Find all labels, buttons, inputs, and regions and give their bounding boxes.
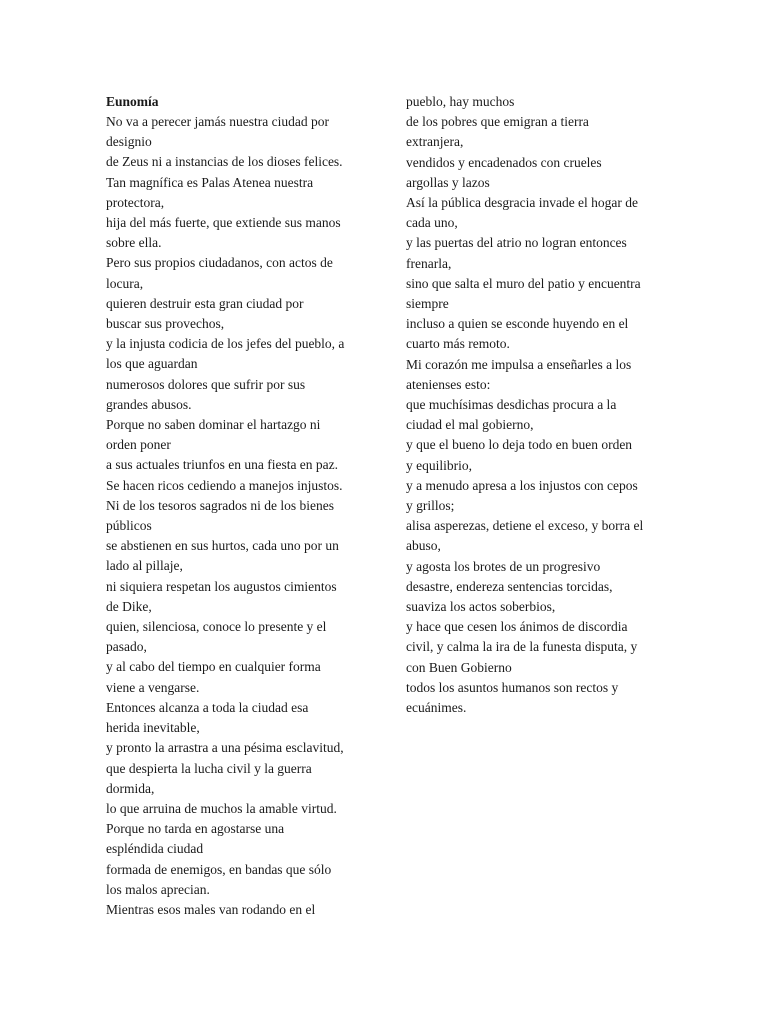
verse-line: extranjera,: [406, 134, 464, 150]
verse-line: los malos aprecian.: [106, 881, 210, 897]
verse-line: y hace que cesen los ánimos de discordia: [406, 619, 628, 635]
verse-line: orden poner: [106, 437, 171, 453]
verse-line: Mientras esos males van rodando en el: [106, 901, 316, 917]
verse-line: argollas y lazos: [406, 174, 490, 190]
verse-line: pasado,: [106, 639, 147, 655]
verse-line: Pero sus propios ciudadanos, con actos de: [106, 255, 333, 271]
verse-line: ecuánimes.: [406, 700, 467, 716]
verse-line: que despierta la lucha civil y la guerra: [106, 760, 312, 776]
right-verses: [406, 92, 668, 718]
verse-line: alisa asperezas, detiene el exceso, y borra el: [406, 518, 644, 534]
verse-line: sino que salta el muro del patio y encuentra: [406, 275, 641, 291]
verse-line: lo que arruina de muchos la amable virtud.: [106, 800, 337, 816]
verse-line: y que el bueno lo deja todo en buen orden: [406, 437, 633, 453]
verse-line: y agosta los brotes de un progresivo: [406, 558, 601, 574]
verse-line: Entonces alcanza a toda la ciudad esa: [106, 699, 309, 715]
verse-line: cuarto más remoto.: [406, 336, 510, 352]
verse-line: quien, silenciosa, conoce lo presente y el: [106, 619, 327, 635]
verse-line: y equilibrio,: [406, 457, 472, 473]
verse-line: Tan magnífica es Palas Atenea nuestra: [106, 174, 314, 190]
verse-line: y las puertas del atrio no logran entonces: [406, 235, 627, 251]
verse-line: Se hacen ricos cediendo a manejos injustos.: [106, 477, 343, 493]
verse-line: locura,: [106, 275, 144, 291]
verse-line: designio: [106, 134, 152, 150]
verse-line: de Dike,: [106, 598, 152, 614]
verse-line: atenienses esto:: [406, 376, 491, 392]
verse-line: hija del más fuerte, que extiende sus manos: [106, 215, 341, 231]
verse-line: de Zeus ni a instancias de los dioses felices.: [106, 154, 343, 170]
verse-line: Ni de los tesoros sagrados ni de los bienes: [106, 497, 334, 513]
verse-line: Porque no tarda en agostarse una: [106, 821, 285, 837]
verse-line: con Buen Gobierno: [406, 659, 512, 675]
verse-line: ni siquiera respetan los augustos cimientos: [106, 578, 337, 594]
verse-line: quieren destruir esta gran ciudad por: [106, 295, 304, 311]
verse-line: herida inevitable,: [106, 720, 200, 736]
verse-line: viene a vengarse.: [106, 679, 200, 695]
left-verses: [106, 112, 368, 920]
verse-line: desastre, endereza sentencias torcidas,: [406, 578, 613, 594]
verse-line: pueblo, hay muchos: [406, 94, 515, 109]
verse-line: se abstienen en sus hurtos, cada uno por un: [106, 538, 339, 554]
verse-line: formada de enemigos, en bandas que sólo: [106, 861, 332, 877]
verse-line: suaviza los actos soberbios,: [406, 599, 556, 615]
verse-line: y la injusta codicia de los jefes del pueblo, a: [106, 336, 345, 352]
verse-line: abuso,: [406, 538, 441, 554]
verse-line: siempre: [406, 296, 449, 312]
verse-line: incluso a quien se esconde huyendo en el: [406, 316, 629, 332]
verse-line: espléndida ciudad: [106, 841, 204, 857]
verse-line: los que aguardan: [106, 356, 198, 372]
verse-line: todos los asuntos humanos son rectos y: [406, 679, 619, 695]
verse-line: No va a perecer jamás nuestra ciudad por: [106, 114, 330, 129]
right-column: [406, 92, 668, 718]
verse-line: civil, y calma la ira de la funesta disputa, y: [406, 639, 638, 655]
verse-line: que muchísimas desdichas procura a la: [406, 397, 617, 413]
verse-line: sobre ella.: [106, 235, 162, 251]
verse-line: protectora,: [106, 194, 165, 210]
left-column: [106, 92, 368, 920]
verse-line: de los pobres que emigran a tierra: [406, 114, 589, 130]
verse-line: y pronto la arrastra a una pésima esclavitud,: [106, 740, 344, 756]
verse-line: Así la pública desgracia invade el hogar de: [406, 195, 639, 211]
poem-title: Eunomía: [106, 94, 159, 109]
verse-line: lado al pillaje,: [106, 558, 183, 574]
verse-line: cada uno,: [406, 215, 458, 231]
verse-line: frenarla,: [406, 255, 452, 271]
verse-line: Mi corazón me impulsa a enseñarles a los: [406, 356, 632, 372]
verse-line: numerosos dolores que sufrir por sus: [106, 376, 306, 392]
verse-line: y grillos;: [406, 498, 455, 514]
verse-line: Porque no saben dominar el hartazgo ni: [106, 417, 321, 433]
verse-line: dormida,: [106, 780, 155, 796]
verse-line: públicos: [106, 518, 152, 534]
verse-line: y al cabo del tiempo en cualquier forma: [106, 659, 321, 675]
verse-line: buscar sus provechos,: [106, 316, 225, 332]
verse-line: ciudad el mal gobierno,: [406, 417, 534, 433]
verse-line: grandes abusos.: [106, 396, 192, 412]
verse-line: vendidos y encadenados con crueles: [406, 154, 602, 170]
verse-line: a sus actuales triunfos en una fiesta en paz.: [106, 457, 339, 473]
verse-line: y a menudo apresa a los injustos con cepos: [406, 477, 638, 493]
